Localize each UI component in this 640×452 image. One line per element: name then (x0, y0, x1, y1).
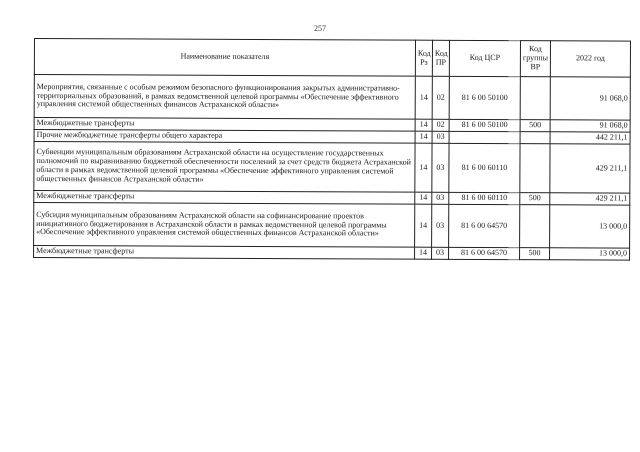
table-row (34, 203, 630, 249)
row-vr (520, 132, 550, 144)
table-row (34, 75, 630, 121)
header-csr: Код ЦСР (449, 40, 520, 76)
row-pr: 03 (432, 192, 449, 204)
row-rz: 14 (415, 119, 432, 131)
row-vr: 500 (520, 120, 550, 132)
row-name: Межбюджетные трансферты (34, 246, 415, 260)
row-pr: 03 (432, 247, 449, 259)
table-row (34, 246, 630, 261)
row-vr: 500 (520, 193, 550, 205)
row-name: Мероприятия, связанные с особым режимом безопасного функционирования закрытых административно-территориальных образований, в рамках ведомственной целевой программы «Обеспечение эффективного управления системой общественных финансов Астраханской области» (34, 75, 415, 120)
row-csr (449, 131, 520, 143)
row-name: Субсидия муниципальным образованиям Астраханской области на софинансирование проектов инициативного бюджетирования в Астраханской области в рамках ведомственной целевой программы «Обеспечение эффективного управления системой общественных финансов Астраханской области» (34, 203, 415, 248)
row-rz: 14 (415, 192, 432, 204)
row-name: Межбюджетные трансферты (34, 118, 415, 132)
header-pr: Код ПР (432, 40, 449, 76)
row-pr: 02 (432, 119, 449, 131)
header-rz: Код Рз (415, 40, 432, 76)
row-pr: 03 (432, 143, 449, 192)
page-number: 257 (314, 24, 326, 33)
row-amount: 13 000,0 (550, 205, 630, 248)
row-rz: 14 (415, 247, 432, 259)
row-amount: 91 068,0 (550, 120, 630, 132)
row-rz: 14 (415, 204, 432, 247)
header-year: 2022 год (550, 41, 630, 77)
row-amount: 429 211,1 (550, 193, 630, 205)
row-name: Межбюджетные трансферты (34, 191, 415, 205)
row-amount: 442 211,1 (550, 132, 630, 144)
row-csr: 81 6 00 50100 (449, 76, 520, 119)
row-amount: 91 068,0 (550, 77, 630, 120)
header-name: Наименование показателя (34, 39, 415, 77)
row-csr: 81 6 00 60110 (449, 143, 520, 192)
row-rz: 14 (415, 131, 432, 143)
row-amount: 429 211,1 (550, 144, 630, 193)
budget-table (33, 38, 631, 261)
row-csr: 81 6 00 64570 (449, 247, 520, 259)
row-csr: 81 6 00 50100 (449, 119, 520, 131)
row-name: Субвенции муниципальным образованиям Астраханской области на осуществление государственных полномочий по выравниванию бюджетной обеспеченности поселений за счет средств бюджета Астраханской области в рамках ведомственной целевой программы «Обеспечение эффективного управления системой общественных финансов Астраханской области» (34, 142, 415, 193)
row-amount: 13 000,0 (550, 248, 630, 260)
row-vr: 500 (520, 248, 550, 260)
row-pr: 03 (432, 131, 449, 143)
row-vr (520, 77, 550, 120)
table-row (34, 142, 630, 194)
row-vr (520, 205, 550, 248)
row-name: Прочие межбюджетные трансферты общего характера (34, 130, 415, 144)
row-pr: 02 (432, 76, 449, 119)
header-vr: Код группы ВР (520, 41, 550, 77)
row-rz: 14 (415, 76, 432, 119)
row-rz: 14 (415, 143, 432, 192)
row-pr: 03 (432, 204, 449, 247)
row-vr (520, 144, 550, 193)
row-csr: 81 6 00 60110 (449, 192, 520, 204)
row-csr: 81 6 00 64570 (449, 204, 520, 247)
table-header-row (34, 39, 630, 78)
